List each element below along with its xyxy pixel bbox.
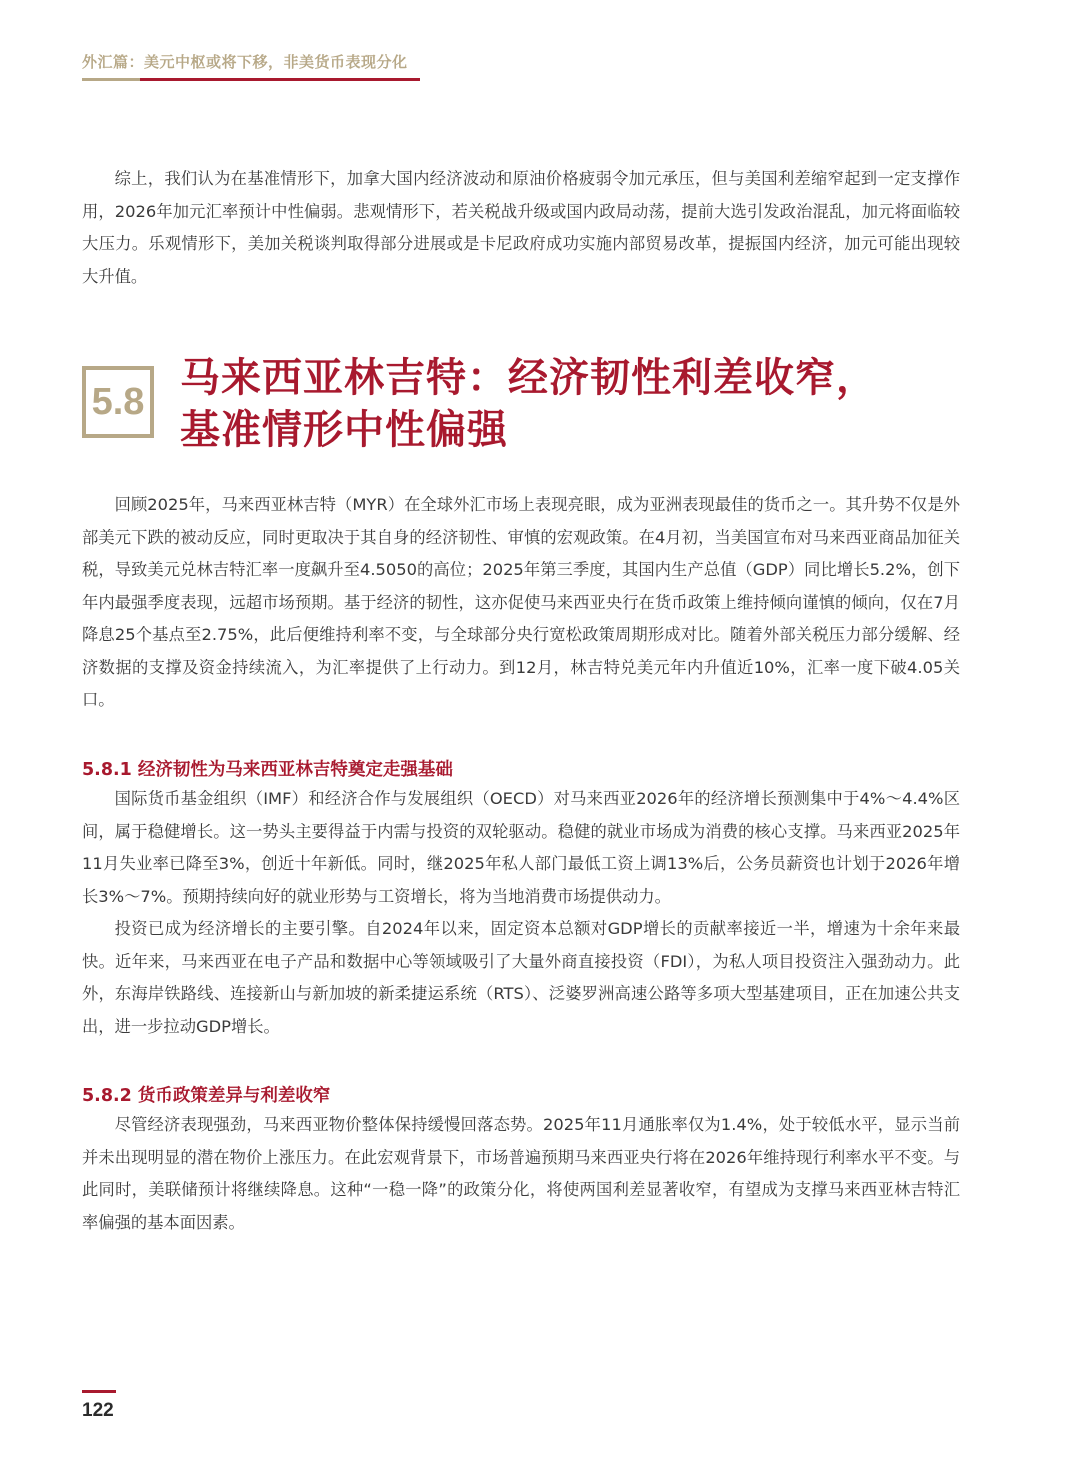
section-number-box <box>82 366 154 438</box>
subsection-heading-5-8-2: 5.8.2 货币政策差异与利差收窄 <box>82 1086 331 1106</box>
section-title-line-1: 马来西亚林吉特：经济韧性利差收窄， <box>180 355 877 401</box>
header-rule-red <box>140 78 420 81</box>
header-rule-gold <box>82 78 140 81</box>
section-title <box>180 352 960 456</box>
page-number: 122 <box>82 1400 114 1421</box>
running-header-title: 外汇篇：美元中枢或将下移，非美货币表现分化 <box>82 53 408 71</box>
subsection-2-paragraph-1: 尽管经济表现强劲，马来西亚物价整体保持缓慢回落态势。2025年11月通胀率仅为1.4%，处于较低水平，显示当前并未出现明显的潜在物价上涨压力。在此宏观背景下，市场普遍预期马来西亚央行将在2026年维持现行利率水平不变。与此同时，美联储预计将继续降息。这种“一稳一降”的政策分化，将使两国利差显著收窄，有望成为支撑马来西亚林吉特汇率偏强的基本面因素。 <box>82 1115 960 1232</box>
intro-paragraph: 综上，我们认为在基准情形下，加拿大国内经济波动和原油价格疲弱令加元承压，但与美国利差缩窄起到一定支撑作用，2026年加元汇率预计中性偏弱。悲观情形下，若关税战升级或国内政局动荡，提前大选引发政治混乱，加元将面临较大压力。乐观情形下，美加关税谈判取得部分进展或是卡尼政府成功实施内部贸易改革，提振国内经济，加元可能出现较大升值。 <box>82 169 960 286</box>
section-title-line-2: 基准情形中性偏强 <box>180 407 508 453</box>
section-number: 5.8 <box>91 380 145 423</box>
footer-rule <box>82 1390 116 1393</box>
subsection-1-paragraph-2: 投资已成为经济增长的主要引擎。自2024年以来，固定资本总额对GDP增长的贡献率接近一半，增速为十余年来最快。近年来，马来西亚在电子产品和数据中心等领域吸引了大量外商直接投资（FDI），为私人项目投资注入强劲动力。此外，东海岸铁路线、连接新山与新加坡的新柔捷运系统（RTS）、泛婆罗洲高速公路等多项大型基建项目，正在加速公共支出，进一步拉动GDP增长。 <box>82 919 960 1036</box>
subsection-1-paragraph-1: 国际货币基金组织（IMF）和经济合作与发展组织（OECD）对马来西亚2026年的经济增长预测集中于4%～4.4%区间，属于稳健增长。这一势头主要得益于内需与投资的双轮驱动。稳健的就业市场成为消费的核心支撑。马来西亚2025年11月失业率已降至3%，创近十年新低。同时，继2025年私人部门最低工资上调13%后，公务员薪资也计划于2026年增长3%～7%。预期持续向好的就业形势与工资增长，将为当地消费市场提供动力。 <box>82 789 960 906</box>
section-intro-paragraph: 回顾2025年，马来西亚林吉特（MYR）在全球外汇市场上表现亮眼，成为亚洲表现最佳的货币之一。其升势不仅是外部美元下跌的被动反应，同时更取决于其自身的经济韧性、审慎的宏观政策。在4月初，当美国宣布对马来西亚商品加征关税，导致美元兑林吉特汇率一度飙升至4.5050的高位；2025年第三季度，其国内生产总值（GDP）同比增长5.2%，创下年内最强季度表现，远超市场预期。基于经济的韧性，这亦促使马来西亚央行在货币政策上维持倾向谨慎的倾向，仅在7月降息25个基点至2.75%，此后便维持利率不变，与全球部分央行宽松政策周期形成对比。随着外部关税压力部分缓解、经济数据的支撑及资金持续流入，为汇率提供了上行动力。到12月，林吉特兑美元年内升值近10%，汇率一度下破4.05关口。 <box>82 495 960 709</box>
subsection-heading-5-8-1: 5.8.1 经济韧性为马来西亚林吉特奠定走强基础 <box>82 760 453 780</box>
